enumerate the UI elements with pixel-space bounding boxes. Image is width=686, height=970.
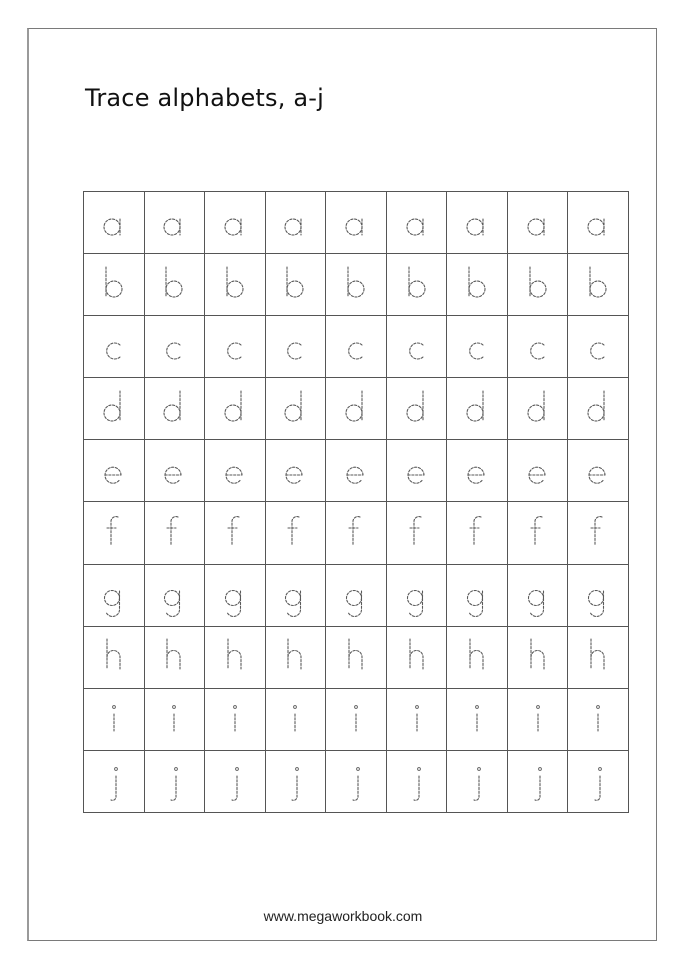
- trace-cell-e: [84, 440, 145, 502]
- trace-cell-f: [447, 502, 508, 564]
- dashed-letter-a-icon: [457, 199, 497, 247]
- trace-cell-h: [266, 627, 327, 689]
- trace-cell-d: [326, 378, 387, 440]
- dashed-letter-d-icon: [578, 385, 618, 433]
- dashed-letter-c-icon: [397, 323, 437, 371]
- dashed-letter-h-icon: [94, 633, 134, 681]
- worksheet-title: Trace alphabets, a-j: [85, 84, 325, 112]
- trace-cell-f: [84, 502, 145, 564]
- trace-cell-a: [568, 192, 629, 254]
- dashed-letter-g-icon: [215, 571, 255, 619]
- trace-cell-c: [387, 316, 448, 378]
- trace-cell-j: [84, 751, 145, 813]
- dashed-letter-h-icon: [518, 633, 558, 681]
- dashed-letter-d-icon: [94, 385, 134, 433]
- dashed-letter-f-icon: [397, 509, 437, 557]
- trace-cell-c: [145, 316, 206, 378]
- trace-cell-h: [447, 627, 508, 689]
- trace-cell-h: [145, 627, 206, 689]
- trace-cell-b: [145, 254, 206, 316]
- dashed-letter-j-icon: [457, 757, 497, 805]
- trace-cell-f: [568, 502, 629, 564]
- trace-cell-h: [387, 627, 448, 689]
- trace-cell-d: [205, 378, 266, 440]
- dashed-letter-a-icon: [397, 199, 437, 247]
- trace-cell-j: [205, 751, 266, 813]
- dashed-letter-a-icon: [215, 199, 255, 247]
- trace-cell-g: [84, 565, 145, 627]
- dashed-letter-h-icon: [154, 633, 194, 681]
- trace-cell-j: [568, 751, 629, 813]
- dashed-letter-e-icon: [336, 447, 376, 495]
- trace-cell-h: [326, 627, 387, 689]
- dashed-letter-f-icon: [154, 509, 194, 557]
- footer-website: www.megaworkbook.com: [263, 908, 423, 924]
- dashed-letter-f-icon: [336, 509, 376, 557]
- dashed-letter-a-icon: [275, 199, 315, 247]
- dashed-letter-e-icon: [215, 447, 255, 495]
- dashed-letter-c-icon: [275, 323, 315, 371]
- trace-cell-f: [508, 502, 569, 564]
- trace-cell-e: [326, 440, 387, 502]
- trace-cell-e: [145, 440, 206, 502]
- trace-cell-h: [508, 627, 569, 689]
- dashed-letter-e-icon: [94, 447, 134, 495]
- dashed-letter-g-icon: [578, 571, 618, 619]
- trace-cell-f: [326, 502, 387, 564]
- trace-cell-b: [326, 254, 387, 316]
- trace-cell-e: [447, 440, 508, 502]
- dashed-letter-d-icon: [154, 385, 194, 433]
- trace-cell-b: [447, 254, 508, 316]
- dashed-letter-b-icon: [457, 261, 497, 309]
- dashed-letter-c-icon: [154, 323, 194, 371]
- dashed-letter-f-icon: [578, 509, 618, 557]
- trace-cell-i: [205, 689, 266, 751]
- dashed-letter-g-icon: [94, 571, 134, 619]
- dashed-letter-a-icon: [154, 199, 194, 247]
- dashed-letter-i-icon: [457, 695, 497, 743]
- dashed-letter-j-icon: [215, 757, 255, 805]
- trace-cell-g: [387, 565, 448, 627]
- trace-cell-b: [387, 254, 448, 316]
- dashed-letter-h-icon: [336, 633, 376, 681]
- trace-cell-c: [447, 316, 508, 378]
- trace-cell-a: [326, 192, 387, 254]
- dashed-letter-g-icon: [275, 571, 315, 619]
- trace-cell-j: [508, 751, 569, 813]
- trace-cell-d: [387, 378, 448, 440]
- dashed-letter-b-icon: [518, 261, 558, 309]
- dashed-letter-i-icon: [94, 695, 134, 743]
- dashed-letter-d-icon: [457, 385, 497, 433]
- dashed-letter-b-icon: [94, 261, 134, 309]
- dashed-letter-e-icon: [154, 447, 194, 495]
- dashed-letter-c-icon: [94, 323, 134, 371]
- trace-cell-i: [508, 689, 569, 751]
- trace-cell-e: [387, 440, 448, 502]
- dashed-letter-g-icon: [154, 571, 194, 619]
- trace-cell-h: [205, 627, 266, 689]
- trace-cell-e: [508, 440, 569, 502]
- trace-cell-g: [205, 565, 266, 627]
- dashed-letter-e-icon: [457, 447, 497, 495]
- dashed-letter-e-icon: [397, 447, 437, 495]
- trace-cell-a: [266, 192, 327, 254]
- trace-cell-f: [145, 502, 206, 564]
- dashed-letter-j-icon: [94, 757, 134, 805]
- dashed-letter-d-icon: [215, 385, 255, 433]
- dashed-letter-i-icon: [275, 695, 315, 743]
- trace-cell-i: [568, 689, 629, 751]
- dashed-letter-f-icon: [94, 509, 134, 557]
- trace-cell-b: [84, 254, 145, 316]
- dashed-letter-d-icon: [275, 385, 315, 433]
- dashed-letter-e-icon: [518, 447, 558, 495]
- trace-cell-d: [266, 378, 327, 440]
- trace-cell-e: [205, 440, 266, 502]
- trace-cell-f: [205, 502, 266, 564]
- trace-cell-e: [568, 440, 629, 502]
- trace-cell-d: [447, 378, 508, 440]
- trace-cell-i: [84, 689, 145, 751]
- dashed-letter-i-icon: [578, 695, 618, 743]
- trace-cell-a: [508, 192, 569, 254]
- trace-cell-b: [205, 254, 266, 316]
- trace-cell-g: [447, 565, 508, 627]
- trace-cell-i: [266, 689, 327, 751]
- trace-cell-c: [205, 316, 266, 378]
- trace-cell-j: [326, 751, 387, 813]
- trace-cell-j: [145, 751, 206, 813]
- dashed-letter-c-icon: [336, 323, 376, 371]
- trace-cell-j: [387, 751, 448, 813]
- trace-cell-a: [84, 192, 145, 254]
- trace-cell-h: [568, 627, 629, 689]
- trace-cell-d: [145, 378, 206, 440]
- trace-cell-d: [568, 378, 629, 440]
- trace-cell-d: [508, 378, 569, 440]
- trace-cell-j: [266, 751, 327, 813]
- dashed-letter-j-icon: [578, 757, 618, 805]
- trace-cell-d: [84, 378, 145, 440]
- dashed-letter-g-icon: [457, 571, 497, 619]
- dashed-letter-g-icon: [397, 571, 437, 619]
- dashed-letter-f-icon: [457, 509, 497, 557]
- trace-cell-e: [266, 440, 327, 502]
- dashed-letter-b-icon: [154, 261, 194, 309]
- trace-cell-i: [145, 689, 206, 751]
- trace-cell-c: [266, 316, 327, 378]
- dashed-letter-i-icon: [215, 695, 255, 743]
- trace-cell-i: [447, 689, 508, 751]
- dashed-letter-b-icon: [275, 261, 315, 309]
- dashed-letter-i-icon: [397, 695, 437, 743]
- trace-cell-b: [508, 254, 569, 316]
- dashed-letter-j-icon: [518, 757, 558, 805]
- trace-cell-g: [266, 565, 327, 627]
- dashed-letter-a-icon: [578, 199, 618, 247]
- dashed-letter-a-icon: [336, 199, 376, 247]
- dashed-letter-g-icon: [336, 571, 376, 619]
- dashed-letter-b-icon: [397, 261, 437, 309]
- dashed-letter-c-icon: [578, 323, 618, 371]
- trace-cell-a: [387, 192, 448, 254]
- dashed-letter-d-icon: [518, 385, 558, 433]
- trace-cell-g: [326, 565, 387, 627]
- dashed-letter-h-icon: [275, 633, 315, 681]
- trace-cell-c: [508, 316, 569, 378]
- trace-cell-f: [387, 502, 448, 564]
- trace-cell-g: [508, 565, 569, 627]
- dashed-letter-f-icon: [215, 509, 255, 557]
- dashed-letter-j-icon: [275, 757, 315, 805]
- dashed-letter-e-icon: [578, 447, 618, 495]
- dashed-letter-b-icon: [578, 261, 618, 309]
- trace-cell-f: [266, 502, 327, 564]
- dashed-letter-h-icon: [215, 633, 255, 681]
- dashed-letter-c-icon: [215, 323, 255, 371]
- dashed-letter-f-icon: [275, 509, 315, 557]
- trace-cell-i: [387, 689, 448, 751]
- trace-cell-j: [447, 751, 508, 813]
- dashed-letter-j-icon: [336, 757, 376, 805]
- trace-cell-c: [568, 316, 629, 378]
- dashed-letter-i-icon: [154, 695, 194, 743]
- trace-cell-a: [205, 192, 266, 254]
- dashed-letter-h-icon: [397, 633, 437, 681]
- trace-cell-g: [145, 565, 206, 627]
- trace-cell-a: [145, 192, 206, 254]
- dashed-letter-f-icon: [518, 509, 558, 557]
- dashed-letter-a-icon: [94, 199, 134, 247]
- trace-cell-c: [84, 316, 145, 378]
- dashed-letter-g-icon: [518, 571, 558, 619]
- dashed-letter-h-icon: [457, 633, 497, 681]
- trace-cell-i: [326, 689, 387, 751]
- trace-cell-c: [326, 316, 387, 378]
- trace-cell-g: [568, 565, 629, 627]
- dashed-letter-h-icon: [578, 633, 618, 681]
- trace-cell-b: [568, 254, 629, 316]
- dashed-letter-j-icon: [154, 757, 194, 805]
- trace-cell-b: [266, 254, 327, 316]
- dashed-letter-d-icon: [336, 385, 376, 433]
- dashed-letter-b-icon: [215, 261, 255, 309]
- dashed-letter-i-icon: [518, 695, 558, 743]
- dashed-letter-j-icon: [397, 757, 437, 805]
- dashed-letter-e-icon: [275, 447, 315, 495]
- tracing-grid: [83, 191, 629, 813]
- trace-cell-h: [84, 627, 145, 689]
- trace-cell-a: [447, 192, 508, 254]
- dashed-letter-a-icon: [518, 199, 558, 247]
- dashed-letter-d-icon: [397, 385, 437, 433]
- dashed-letter-b-icon: [336, 261, 376, 309]
- dashed-letter-c-icon: [457, 323, 497, 371]
- dashed-letter-c-icon: [518, 323, 558, 371]
- dashed-letter-i-icon: [336, 695, 376, 743]
